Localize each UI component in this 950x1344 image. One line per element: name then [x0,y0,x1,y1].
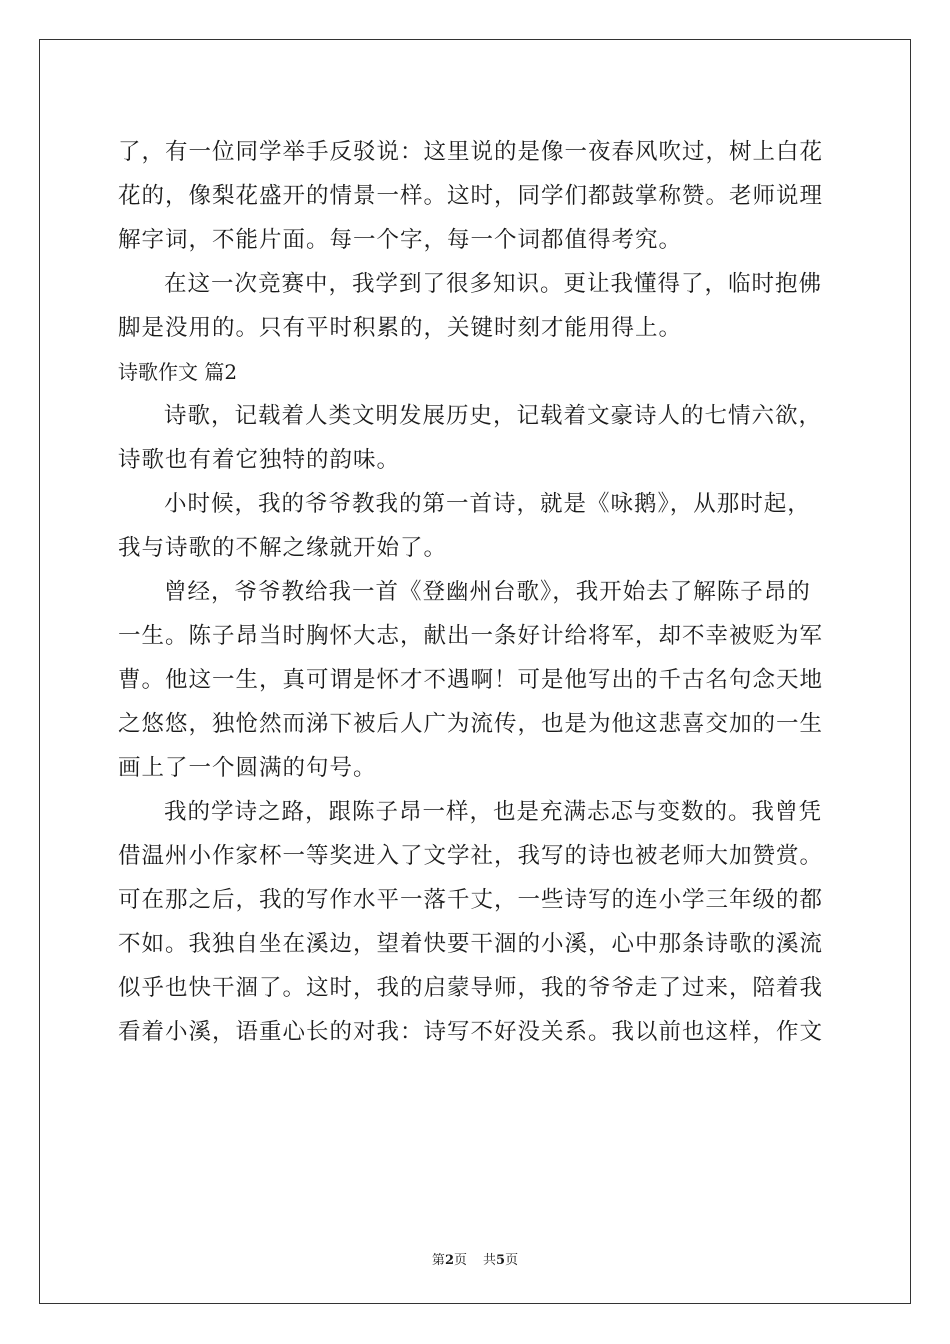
text-line: 脚是没用的。只有平时积累的，关键时刻才能用得上。 [118,315,683,341]
text-line: 曾经，爷爷教给我一首《登幽州台歌》，我开始去了解陈子昂的 [164,579,811,605]
text-line: 曹。他这一生，真可谓是怀才不遇啊！可是他写出的千古名句念天地 [118,667,824,693]
text-line: 我的学诗之路，跟陈子昂一样，也是充满忐忑与变数的。我曾凭 [164,799,823,825]
text-line: 似乎也快干涸了。这时，我的启蒙导师，我的爷爷走了过来，陪着我 [118,975,824,1001]
text-line: 一生。陈子昂当时胸怀大志，献出一条好计给将军，却不幸被贬为军 [118,623,824,649]
text-line: 在这一次竞赛中，我学到了很多知识。更让我懂得了，临时抱佛 [164,271,823,297]
section-heading: 诗歌作文 篇2 [118,360,238,384]
text-line: 不如。我独自坐在溪边，望着快要干涸的小溪，心中那条诗歌的溪流 [118,931,824,957]
text-line: 花的，像梨花盛开的情景一样。这时，同学们都鼓掌称赞。老师说理 [118,183,824,209]
page-indicator: 第2页 [431,1253,467,1268]
text-line: 解字词，不能片面。每一个字，每一个词都值得考究。 [118,227,683,253]
text-line: 看着小溪，语重心长的对我：诗写不好没关系。我以前也这样，作文 [118,1019,824,1045]
text-line: 画上了一个圆满的句号。 [118,755,377,781]
text-line: 诗歌也有着它独特的韵味。 [118,447,401,473]
text-line: 诗歌，记载着人类文明发展历史，记载着文豪诗人的七情六欲， [164,403,823,429]
page-footer [0,1249,950,1268]
total-pages-indicator: 共5页 [483,1253,519,1268]
text-line: 小时候，我的爷爷教我的第一首诗，就是《咏鹅》，从那时起， [164,491,811,517]
text-line: 借温州小作家杯一等奖进入了文学社，我写的诗也被老师大加赞赏。 [118,843,824,869]
text-line: 我与诗歌的不解之缘就开始了。 [118,535,448,561]
document-body [118,130,838,1054]
text-line: 之悠悠，独怆然而涕下被后人广为流传，也是为他这悲喜交加的一生 [118,711,824,737]
text-line: 了，有一位同学举手反驳说：这里说的是像一夜春风吹过，树上白花 [118,139,824,165]
text-line: 可在那之后，我的写作水平一落千丈，一些诗写的连小学三年级的都 [118,887,824,913]
